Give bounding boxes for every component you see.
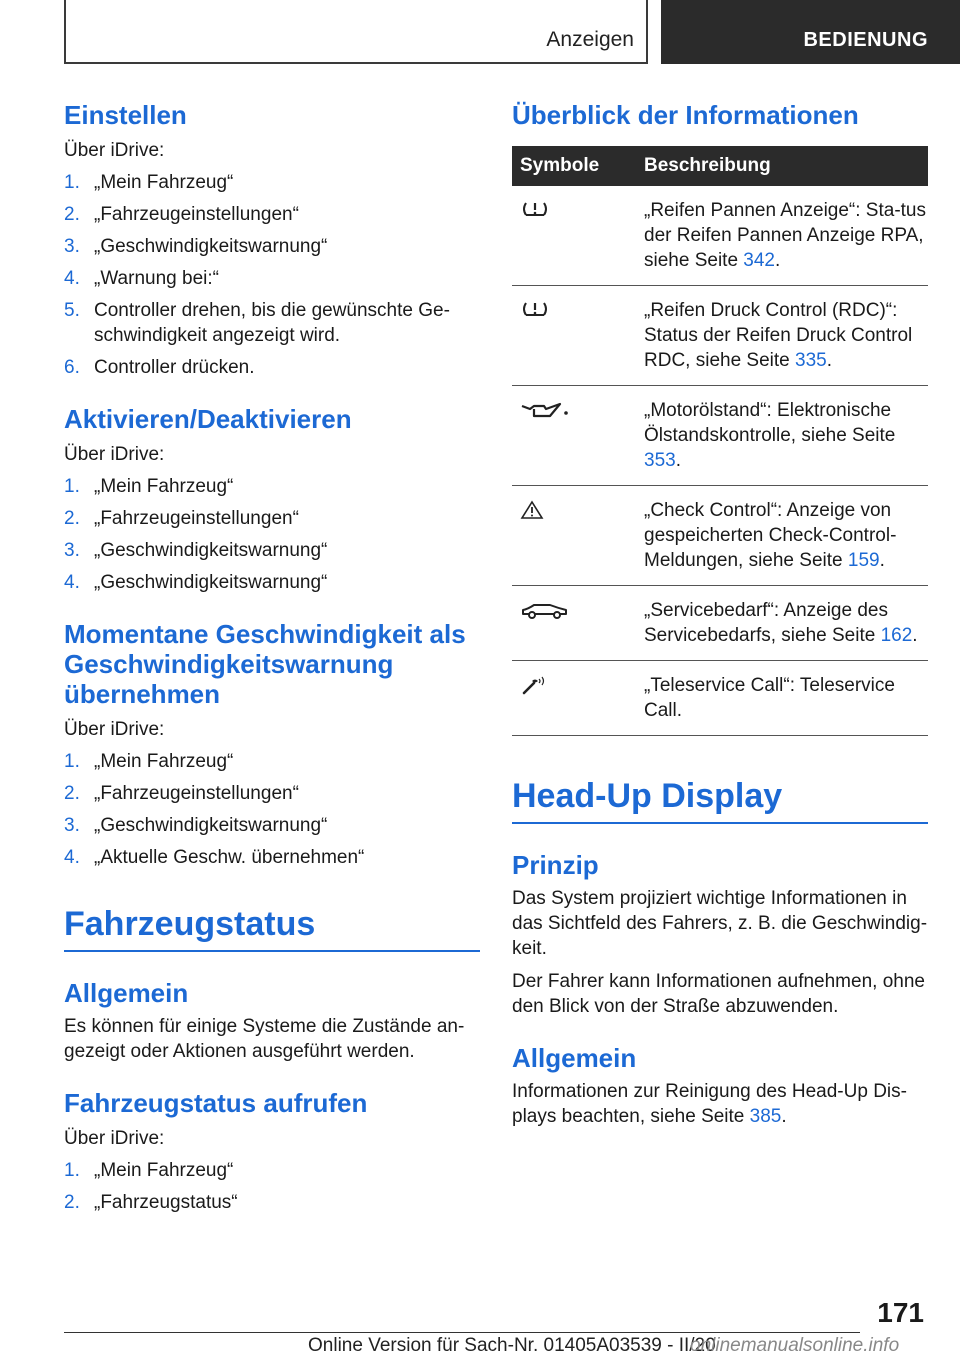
einstellen-heading: Einstellen [64,100,187,130]
section-tab [64,0,648,64]
list-item: 5. Controller drehen, bis die gewünschte Ge-schwindigkeit angezeigt wird. [64,300,450,346]
page-number: 171 [877,1297,924,1328]
table-header-row [512,146,928,186]
aktivieren-intro: Über iDrive: [64,444,165,465]
table-cell: „Reifen Druck Control (RDC)“: Status der Reifen Druck Control RDC, siehe Seite 335. [636,286,928,386]
allgemein-text-left: Es können für einige Systeme die Zustände an-gezeigt oder Aktionen ausgeführt werden. [64,1016,465,1062]
table-cell: „Teleservice Call“: Teleservice Call. [636,661,928,736]
table-cell: „Check Control“: Anzeige von gespeicherten Check-Control-Meldungen, siehe Seite 159. [636,486,928,586]
table-row [512,286,928,386]
watermark: onlinemanualsonline.info [690,1335,900,1356]
left-column [64,100,480,1215]
page-link[interactable]: 385 [749,1106,782,1127]
table-cell: „Servicebedarf“: Anzeige des Servicebedarfs, siehe Seite 162. [636,586,928,661]
table-cell: „Motorölstand“: Elektronische Ölstandskontrolle, siehe Seite 353. [636,386,928,486]
table-row [512,386,928,486]
column-header-symbole: Symbole [512,146,636,186]
page-link[interactable]: 335 [795,350,827,371]
wrench-signal-icon [520,675,636,695]
info-table [512,146,928,736]
table-row [512,661,928,736]
page-link[interactable]: 159 [847,550,880,571]
hud-heading: Head-Up Display [512,776,928,824]
footer-divider [64,1332,860,1333]
list-item: 3. „Geschwindigkeitswarnung“ [64,236,328,257]
list-item: 2. „Fahrzeugeinstellungen“ [64,508,299,529]
list-item: 3. „Geschwindigkeitswarnung“ [64,815,328,836]
list-item: 2. „Fahrzeugstatus“ [64,1192,238,1213]
list-item: 4. „Aktuelle Geschw. übernehmen“ [64,847,365,868]
chapter-tab [661,0,960,64]
list-item: 4. „Geschwindigkeitswarnung“ [64,572,328,593]
ueberblick-heading: Überblick der Informationen [512,100,859,130]
momentane-heading: Momentane Geschwindigkeit als Geschwindigkeitswarnung übernehmen [64,619,466,709]
list-item: 2. „Fahrzeugeinstellungen“ [64,783,299,804]
list-item: 1. „Mein Fahrzeug“ [64,172,234,193]
chapter-tab-label: BEDIENUNG [803,29,928,51]
prinzip-heading: Prinzip [512,850,599,880]
list-item: 2. „Fahrzeugeinstellungen“ [64,204,299,225]
table-cell: „Reifen Pannen Anzeige“: Sta-tus der Reifen Pannen Anzeige RPA, siehe Seite 342. [636,186,928,286]
allgemein-heading-right: Allgemein [512,1043,637,1073]
table-row [512,586,928,661]
fahrzeugstatus-heading: Fahrzeugstatus [64,904,480,952]
momentane-steps [64,749,480,870]
car-service-icon [520,600,636,620]
tire-pressure-icon [520,300,636,320]
einstellen-steps [64,170,480,380]
section-tab-label: Anzeigen [546,28,634,51]
list-item: 4. „Warnung bei:“ [64,268,219,289]
prinzip-text-2: Der Fahrer kann Informationen aufnehmen, ohne den Blick von der Straße abzuwenden. [512,971,925,1017]
momentane-intro: Über iDrive: [64,719,165,740]
table-row [512,486,928,586]
allgemein-text-right: Informationen zur Reinigung des Head-Up Dis-plays beachten, siehe Seite 385. [512,1081,907,1127]
list-item: 1. „Mein Fahrzeug“ [64,751,234,772]
prinzip-text-1: Das System projiziert wichtige Informationen in das Sichtfeld des Fahrers, z. B. die Geschwindig-keit. [512,888,928,959]
aktivieren-steps [64,474,480,595]
aufrufen-heading: Fahrzeugstatus aufrufen [64,1088,368,1118]
list-item: 6. Controller drücken. [64,357,255,378]
list-item: 3. „Geschwindigkeitswarnung“ [64,540,328,561]
aufrufen-steps [64,1158,480,1215]
list-item: 1. „Mein Fahrzeug“ [64,1160,234,1181]
column-header-beschreibung: Beschreibung [636,146,928,186]
warning-triangle-icon [520,500,636,520]
table-row [512,186,928,286]
einstellen-intro: Über iDrive: [64,140,165,161]
allgemein-heading-left: Allgemein [64,978,189,1008]
footer-online-version: Online Version für Sach-Nr. 01405A03539 - II/20 [308,1335,716,1356]
aufrufen-intro: Über iDrive: [64,1128,165,1149]
list-item: 1. „Mein Fahrzeug“ [64,476,234,497]
page-link[interactable]: 342 [743,250,775,271]
oil-can-icon [520,400,636,420]
aktivieren-heading: Aktivieren/Deaktivieren [64,404,352,434]
tire-pressure-icon [520,200,636,220]
page-link[interactable]: 353 [644,450,676,471]
page-link[interactable]: 162 [880,625,913,646]
right-column [512,100,928,1129]
